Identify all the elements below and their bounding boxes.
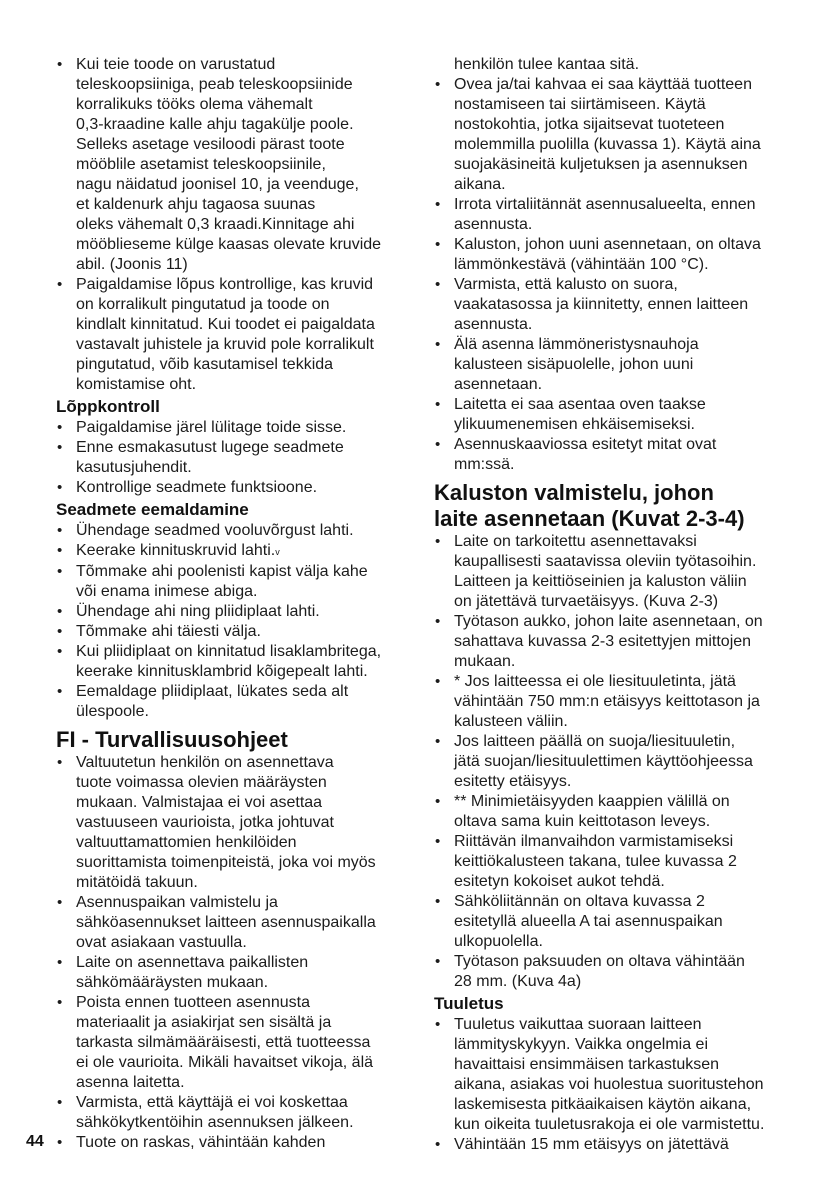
subsection-heading: Lõppkontroll [56, 397, 160, 416]
list-item [434, 892, 819, 952]
list-item [434, 612, 819, 672]
list-item [56, 682, 418, 722]
bullet-icon: • [57, 563, 63, 580]
list-item [56, 521, 418, 541]
list-item [56, 1093, 418, 1133]
list-item [434, 792, 819, 832]
list-item-text: ** Minimietäisyyden kaappien välillä on oltava sama kuin keittotason leveys. [454, 793, 730, 830]
list-item [434, 335, 819, 395]
subsection-heading: Seadmete eemaldamine [56, 500, 249, 519]
list-item-text: Sähköliitännän on oltava kuvassa 2 esitetyllä alueella A tai asennuspaikan ulkopuolella. [454, 893, 723, 950]
bullet-icon: • [57, 479, 63, 496]
right-column [434, 55, 819, 1155]
bullet-icon: • [435, 733, 441, 750]
subsection-heading: Tuuletus [434, 994, 504, 1013]
left-column [56, 55, 418, 1153]
list-item [56, 438, 418, 478]
bullet-icon: • [435, 533, 441, 550]
list-item [56, 541, 418, 562]
list-item-text: Laitetta ei saa asentaa oven taakse ylikuumenemisen ehkäisemiseksi. [454, 396, 706, 433]
list-item-text: Tuote on raskas, vähintään kahden [76, 1134, 326, 1151]
bullet-icon: • [435, 196, 441, 213]
list-item [56, 622, 418, 642]
bullet-icon: • [435, 1016, 441, 1033]
list-item [56, 275, 418, 395]
section-heading: FI - Turvallisuusohjeet [56, 727, 288, 752]
bullet-icon: • [435, 1136, 441, 1153]
bullet-icon: • [57, 419, 63, 436]
list-item-text: Kontrollige seadmete funktsioone. [76, 479, 318, 496]
list-item [434, 952, 819, 992]
list-item-text: Irrota virtaliitännät asennusalueelta, ennen asennusta. [454, 196, 756, 233]
page-number: 44 [26, 1133, 44, 1150]
list-item-text: Asennuspaikan valmistelu ja sähköasennukset laitteen asennuspaikalla ovat asiakaan vastuulla. [76, 894, 376, 951]
list-item-text: Paigaldamise järel lülitage toide sisse. [76, 419, 347, 436]
list-item-text: Eemaldage pliidiplaat, lükates seda alt ülespoole. [76, 683, 349, 720]
list-item-suffix: v [275, 547, 280, 557]
list-item-text: Laite on tarkoitettu asennettavaksi kaupallisesti saatavissa oleviin työtasoihin. Laitteen ja keittiöseinien ja kaluston väliin on jätettävä turvaetäisyys. (Kuva 2-3) [454, 533, 757, 610]
list-item-text: Kui pliidiplaat on kinnitatud lisaklambritega, keerake kinnitusklambrid kõigepealt lahti. [76, 643, 382, 680]
list-item-text: * Jos laitteessa ei ole liesituuletinta, jätä vähintään 750 mm:n etäisyys keittotason ja kalusteen väliin. [454, 673, 760, 730]
list-item-text: Ühendage seadmed vooluvõrgust lahti. [76, 522, 354, 539]
list-item [434, 1015, 819, 1135]
list-item [434, 832, 819, 892]
list-item [56, 893, 418, 953]
list-item [434, 732, 819, 792]
list-item-text: Enne esmakasutust lugege seadmete kasutusjuhendit. [76, 439, 344, 476]
bullet-icon: • [435, 793, 441, 810]
bullet-icon: • [57, 623, 63, 640]
list-item [56, 478, 418, 498]
list-item [434, 235, 819, 275]
list-item [56, 953, 418, 993]
list-item [434, 532, 819, 612]
bullet-icon: • [435, 436, 441, 453]
list-item [434, 672, 819, 732]
bullet-icon: • [435, 276, 441, 293]
list-item [56, 642, 418, 682]
list-item-text: Tõmmake ahi poolenisti kapist välja kahe või enama inimese abiga. [76, 563, 368, 600]
bullet-icon: • [435, 673, 441, 690]
list-item [56, 562, 418, 602]
list-item [56, 418, 418, 438]
bullet-icon: • [57, 1094, 63, 1111]
list-item-text: Laite on asennettava paikallisten sähkömääräysten mukaan. [76, 954, 309, 991]
list-item [56, 602, 418, 622]
bullet-list [434, 1015, 819, 1155]
list-item-text: Tuuletus vaikuttaa suoraan laitteen lämmityskykyyn. Vaikka ongelmia ei havaittaisi ensimmäisen tarkastuksen aikana, asiakas voi huolestua suoritustehon laskemisesta pitkäaikaisen käytön aikana, kun oikeita tuuletusrakoja ei ole varmistettu. [454, 1016, 765, 1133]
bullet-icon: • [57, 56, 63, 73]
list-item [434, 395, 819, 435]
bullet-icon: • [57, 522, 63, 539]
bullet-list [434, 75, 819, 475]
bullet-icon: • [435, 893, 441, 910]
list-item-text: Tõmmake ahi täiesti välja. [76, 623, 261, 640]
bullet-list [56, 418, 418, 498]
bullet-icon: • [435, 953, 441, 970]
list-item-text: Varmista, että kalusto on suora, vaakatasossa ja kiinnitetty, ennen laitteen asennusta. [454, 276, 749, 333]
bullet-icon: • [57, 1134, 63, 1151]
bullet-list [56, 521, 418, 722]
list-item [434, 195, 819, 235]
list-item-text: Asennuskaaviossa esitetyt mitat ovat mm:ssä. [454, 436, 717, 473]
list-item-text: Kui teie toode on varustatud teleskoopsiiniga, peab teleskoopsiinide korralikuks tööks olema vähemalt 0,3-kraadine kalle ahju tagakülje poole. Selleks asetage vesiloodi pärast toote mööblile asetamist teleskoopsiinile, nagu näidatud joonisel 10, ja veenduge, et kaldenurk ahju tagaosa suunas oleks vähemalt 0,3 kraadi.Kinnitage ahi mööblieseme külge kaasas olevate kruvide abil. (Joonis 11) [76, 56, 382, 273]
list-item-text: Ovea ja/tai kahvaa ei saa käyttää tuotteen nostamiseen tai siirtämiseen. Käytä nostokohtia, jotka sijaitsevat tuoteteen molemmilla puolilla (kuvassa 1). Käytä aina suojakäsineitä kuljetuksen ja asennuksen aikana. [454, 76, 761, 193]
list-item-text: Varmista, että käyttäjä ei voi koskettaa sähkökytkentöihin asennuksen jälkeen. [76, 1094, 354, 1131]
list-item-text: Kaluston, johon uuni asennetaan, on oltava lämmönkestävä (vähintään 100 °C). [454, 236, 761, 273]
list-item [56, 55, 418, 275]
list-item [56, 1133, 418, 1153]
bullet-icon: • [435, 336, 441, 353]
bullet-icon: • [57, 894, 63, 911]
list-item [434, 275, 819, 335]
section-heading: Kaluston valmistelu, johon laite asennetaan (Kuvat 2-3-4) [434, 480, 745, 531]
bullet-icon: • [57, 603, 63, 620]
bullet-icon: • [57, 954, 63, 971]
list-item [56, 993, 418, 1093]
bullet-icon: • [435, 236, 441, 253]
list-item [434, 1135, 819, 1155]
list-item-text: Vähintään 15 mm etäisyys on jätettävä [454, 1136, 729, 1153]
continued-text: henkilön tulee kantaa sitä. [454, 56, 640, 73]
bullet-icon: • [435, 613, 441, 630]
bullet-icon: • [57, 994, 63, 1011]
list-item-text: Työtason paksuuden on oltava vähintään 28 mm. (Kuva 4a) [454, 953, 745, 990]
list-item-text: Valtuutetun henkilön on asennettava tuote voimassa olevien määräysten mukaan. Valmistajaa ei voi asettaa vastuuseen vaurioista, jotka johtuvat valtuuttamattomien henkilöiden suorittamista toimenpiteistä, joka voi myös mitätöidä takuun. [76, 754, 376, 891]
bullet-list [56, 55, 418, 395]
list-item-text: Älä asenna lämmöneristysnauhoja kalusteen sisäpuolelle, johon uuni asennetaan. [454, 336, 699, 393]
bullet-icon: • [57, 542, 63, 559]
list-item-text: Keerake kinnituskruvid lahti. [76, 542, 276, 559]
list-item-text: Työtason aukko, johon laite asennetaan, on sahattava kuvassa 2-3 esitettyjen mittojen mukaan. [454, 613, 763, 670]
bullet-icon: • [435, 833, 441, 850]
list-item [434, 75, 819, 195]
list-item-text: Paigaldamise lõpus kontrollige, kas kruvid on korralikult pingutatud ja toode on kindlalt kinnitatud. Kui toodet ei paigaldata vastavalt juhistele ja kruvid pole korralikult pingutatud, võib kasutamisel tekkida komistamise oht. [76, 276, 375, 393]
list-item [434, 435, 819, 475]
list-item-text: Poista ennen tuotteen asennusta materiaalit ja asiakirjat sen sisältä ja tarkasta silmämääräisesti, että tuotteessa ei ole vaurioita. Mikäli havaitset vikoja, älä asenna laitetta. [76, 994, 374, 1091]
bullet-icon: • [57, 683, 63, 700]
list-item-text: Jos laitteen päällä on suoja/liesituuletin, jätä suojan/liesituulettimen käyttöohjeessa esitetty etäisyys. [454, 733, 753, 790]
bullet-icon: • [435, 76, 441, 93]
bullet-icon: • [57, 754, 63, 771]
list-item [56, 753, 418, 893]
bullet-icon: • [435, 396, 441, 413]
list-item-text: Riittävän ilmanvaihdon varmistamiseksi keittiökalusteen takana, tulee kuvassa 2 esitetyn kokoiset aukot tehdä. [454, 833, 737, 890]
bullet-list [434, 532, 819, 992]
bullet-icon: • [57, 276, 63, 293]
bullet-icon: • [57, 439, 63, 456]
list-item-text: Ühendage ahi ning pliidiplaat lahti. [76, 603, 320, 620]
bullet-list [56, 753, 418, 1153]
bullet-icon: • [57, 643, 63, 660]
